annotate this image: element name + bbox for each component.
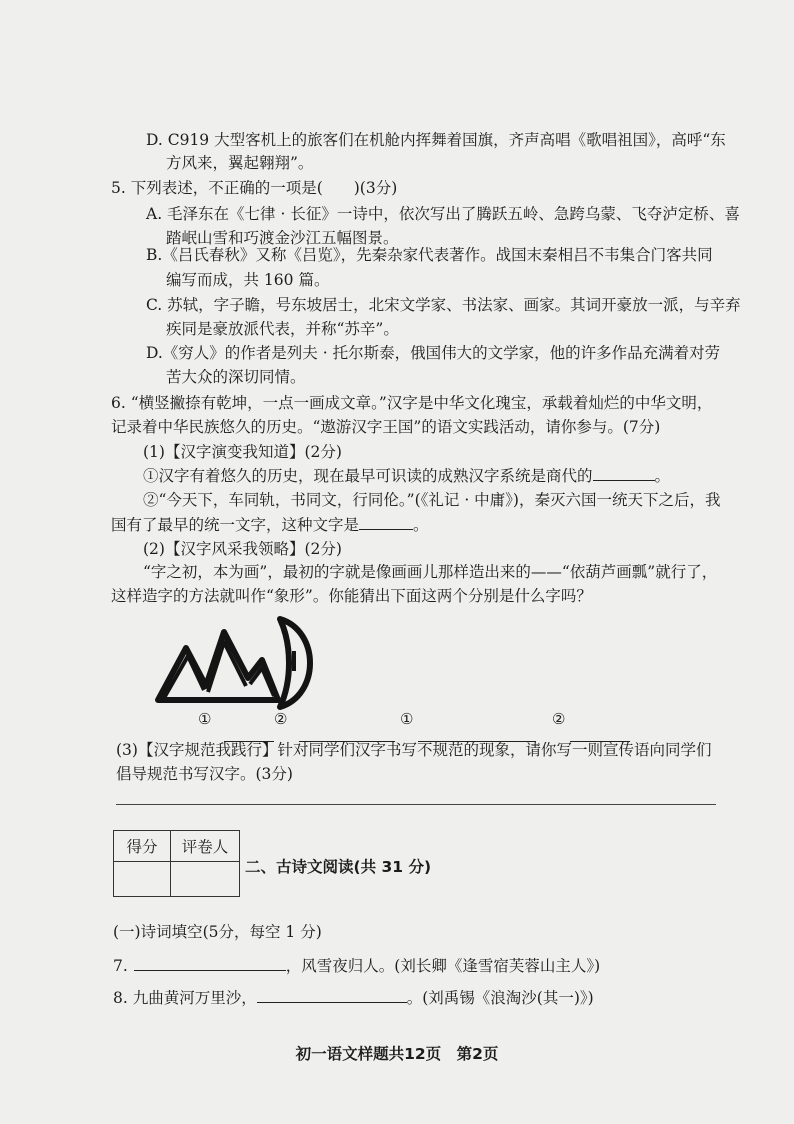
- q5-option-b-line1: B.《吕氏春秋》又称《吕览》，先秦杂家代表著作。战国末秦相吕不韦集合门客共同: [146, 246, 713, 264]
- answer-blank-dynasty[interactable]: [593, 464, 655, 481]
- q8-answer-blank[interactable]: [257, 986, 407, 1003]
- q5-option-c-line1: C. 苏轼，字子瞻，号东坡居士，北宋文学家、书法家、画家。其词开豪放一派，与辛弃: [146, 296, 741, 314]
- q5-option-a-line1: A. 毛泽东在《七律 · 长征》一诗中，依次写出了腾跃五岭、急跨乌蒙、飞夺泸定桥、喜: [146, 205, 740, 223]
- q6-part1-title: (1)【汉字演变我知道】(2分): [143, 443, 342, 461]
- q6-part1-item1: ①汉字有着悠久的历史，现在最早可识读的成熟汉字系统是商代的 。: [143, 464, 670, 487]
- q7-answer-blank[interactable]: [134, 954, 286, 971]
- q5-option-d-line2: 苦大众的深切同情。: [166, 368, 306, 386]
- q4-option-d-line2: 方风来，翼起翱翔”。: [166, 154, 314, 172]
- q6-part3-line2: 倡导规范书写汉字。(3分): [116, 765, 293, 783]
- answer-label-1: ①: [400, 710, 414, 728]
- q5-option-b-line2: 编写而成，共 160 篇。: [166, 271, 330, 289]
- answer-line-slogan[interactable]: [116, 804, 716, 805]
- pictograph-label-2: ②: [274, 710, 288, 728]
- q6-part1-item2-text: 国有了最早的统一文字，这种文字是: [111, 516, 360, 534]
- q6-part2-line2: 这样造字的方法就叫作“象形”。你能猜出下面这两个分别是什么字吗？: [111, 587, 592, 605]
- q6-part1-item2-line2: 国有了最早的统一文字，这种文字是 。: [111, 513, 429, 536]
- score-table: [113, 830, 240, 897]
- q7-line: 7. ，风雪夜归人。(刘长卿《逢雪宿芙蓉山主人》): [113, 954, 600, 977]
- q6-part3-line1: (3)【汉字规范我践行】针对同学们汉字书写不规范的现象，请你写一则宣传语向同学们: [116, 741, 712, 759]
- pictograph-moon-image: [272, 613, 322, 713]
- section2-title: 二、古诗文阅读(共 31 分): [245, 858, 432, 876]
- q6-part1-item2-line1: ②“今天下，车同轨，书同文，行同伦。”(《礼记 · 中庸》)，秦灭六国一统天下之后，我: [143, 491, 721, 509]
- q6-part1-item1-text: ①汉字有着悠久的历史，现在最早可识读的成熟汉字系统是商代的: [143, 467, 593, 485]
- grader-header: 评卷人: [171, 831, 240, 862]
- pictograph-label-1: ①: [198, 710, 212, 728]
- grader-cell[interactable]: [171, 862, 240, 897]
- q8-line: 8. 九曲黄河万里沙， 。(刘禹锡《浪淘沙(其一)》): [113, 986, 594, 1009]
- q4-option-d-line1: D. C919 大型客机上的旅客们在机舱内挥舞着国旗，齐声高唱《歌唱祖国》，高呼“东: [146, 131, 726, 149]
- q6-intro-line1: 6. “横竖撇捺有乾坤，一点一画成文章。”汉字是中华文化瑰宝，承载着灿烂的中华文明，: [111, 394, 713, 412]
- page-footer: 初一语文样题共12页 第2页: [295, 1045, 499, 1063]
- q8-text: 8. 九曲黄河万里沙，: [113, 989, 257, 1007]
- q5-option-a-line2: 踏岷山雪和巧渡金沙江五幅图景。: [166, 229, 399, 247]
- score-cell[interactable]: [114, 862, 171, 897]
- answer-label-2: ②: [552, 710, 566, 728]
- q6-part2-line1: “字之初，本为画”，最初的字就是像画画儿那样造出来的——“依葫芦画瓢”就行了，: [143, 563, 718, 581]
- q5-option-c-line2: 疾同是豪放派代表，并称“苏辛”。: [166, 320, 399, 338]
- q5-stem: 5. 下列表述，不正确的一项是( )(3分): [111, 179, 398, 197]
- q6-intro-line2: 记录着中华民族悠久的历史。“遨游汉字王国”的语文实践活动，请你参与。(7分): [111, 418, 661, 436]
- q5-option-d-line1: D.《穷人》的作者是列夫 · 托尔斯泰，俄国伟大的文学家，他的许多作品充满着对劳: [146, 344, 721, 362]
- answer-blank-script[interactable]: [359, 513, 413, 530]
- score-header: 得分: [114, 831, 171, 862]
- q6-part2-title: (2)【汉字风采我领略】(2分): [143, 540, 342, 558]
- q7-text: ，风雪夜归人。(刘长卿《逢雪宿芙蓉山主人》): [285, 957, 601, 975]
- poetry-fill-subtitle: (一)诗词填空(5分，每空 1 分): [113, 923, 322, 941]
